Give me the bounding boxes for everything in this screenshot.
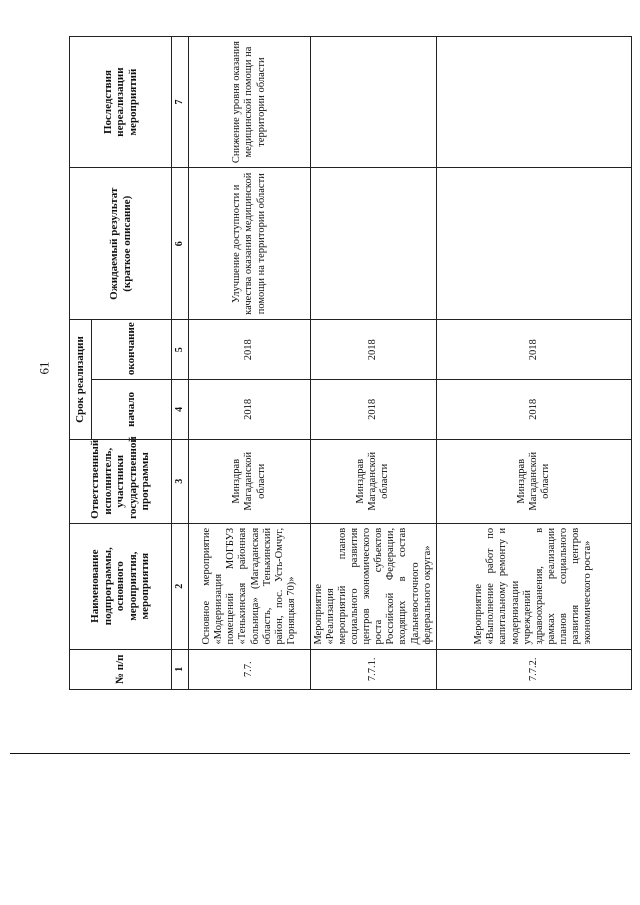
row-consequences [311,37,437,168]
column-number: 5 [172,320,189,380]
header-start: начало [92,380,172,440]
row-name: Основное мероприятие «Модернизация помещений МОГБУЗ «Тенькинская районная больница» (Магаданская область, Тенькинский район, пос. Усть-Омчуг, Горняцкая 70)» [189,523,311,649]
row-consequences [436,37,631,168]
row-end: 2018 [436,320,631,380]
page-number: 61 [36,361,52,375]
row-result [436,168,631,320]
table-row [189,37,311,690]
row-start: 2018 [311,380,437,440]
row-executor: Минздрав Магаданской области [189,439,311,523]
column-number: 2 [172,523,189,649]
table-row [311,37,437,690]
row-end: 2018 [189,320,311,380]
row-end: 2018 [311,320,437,380]
row-executor: Минздрав Магаданской области [311,439,437,523]
row-num: 7.7. [189,649,311,689]
row-result: Улучшение доступности и качества оказания медицинской помощи на территории области [189,168,311,320]
column-number: 4 [172,380,189,440]
rotated-table-container [69,36,630,690]
row-start: 2018 [189,380,311,440]
row-name: Мероприятие «Реализация мероприятий планов социального развития центров экономического роста субъектов Российской Федерации, входящих в состав Дальневосточного федерального округа» [311,523,437,649]
column-number: 1 [172,649,189,689]
row-start: 2018 [436,380,631,440]
header-consequences: Последствия нереализации мероприятий [70,37,172,168]
row-name: Мероприятие «Выполнение работ по капитальному ремонту и модернизации учреждений здравоохранения, в рамках реализации планов социального развития центров экономического роста» [436,523,631,649]
column-number: 7 [172,37,189,168]
program-table [69,36,632,690]
header-result: Ожидаемый результат (краткое описание) [70,168,172,320]
column-number-row [172,37,189,690]
column-number: 3 [172,439,189,523]
header-num: № п/п [70,649,172,689]
header-name: Наименование подпрограммы, основного мероприятия, мероприятия [70,523,172,649]
header-executor: Ответственный исполнитель, участники государственной программы [70,439,172,523]
row-num: 7.7.2. [436,649,631,689]
row-consequences: Снижение уровня оказания медицинской помощи на территории области [189,37,311,168]
row-num: 7.7.1. [311,649,437,689]
column-number: 6 [172,168,189,320]
row-result [311,168,437,320]
header-end: окончание [92,320,172,380]
table-row [436,37,631,690]
row-executor: Минздрав Магаданской области [436,439,631,523]
header-period: Срок реализации [70,320,92,439]
page-divider-line [10,753,630,754]
